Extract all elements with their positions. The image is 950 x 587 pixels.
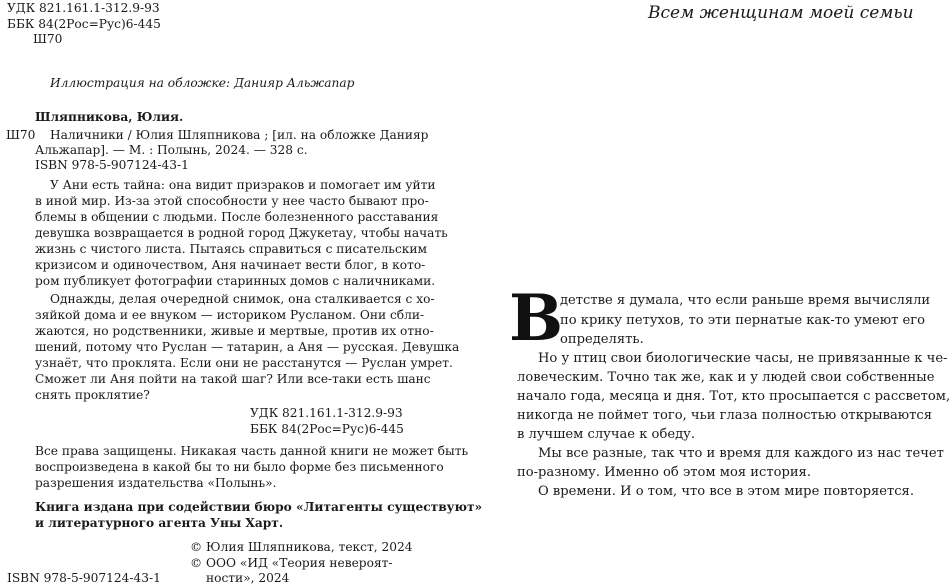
catalog-udk: УДК 821.161.1-312.9-93 — [250, 406, 403, 420]
catalog-title-line: Наличники / Юлия Шляпникова ; [ил. на обложке Данияр — [50, 128, 429, 142]
annotation-line: девушка возвращается в родной город Джукетау, чтобы начать — [35, 226, 448, 240]
copyright-line: ности», 2024 — [206, 571, 290, 585]
paragraph-line: определять. — [560, 332, 644, 347]
annotation-line: в иной мир. Из-за этой способности у нее часто бывают про- — [35, 194, 429, 208]
annotation-line: Однажды, делая очередной снимок, она сталкивается с хо- — [50, 292, 435, 306]
top-bbk: ББК 84(2Рос=Рус)6-445 — [7, 17, 161, 31]
copyright-line: © Юлия Шляпникова, текст, 2024 — [190, 540, 413, 554]
paragraph-line: О времени. И о том, что все в этом мире повторяется. — [538, 484, 914, 499]
top-udk: УДК 821.161.1-312.9-93 — [7, 1, 160, 15]
rights-line: Все права защищены. Никакая часть данной книги не может быть — [35, 444, 469, 458]
isbn-bottom: ISBN 978-5-907124-43-1 — [7, 571, 161, 585]
annotation-line: кризисом и одиночеством, Аня начинает вести блог, в кото- — [35, 258, 426, 272]
agency-line: и литературного агента Уны Харт. — [35, 516, 284, 530]
top-author-mark: Ш70 — [33, 32, 63, 46]
paragraph-line: Мы все разные, так что и время для каждого из нас течет — [538, 446, 944, 461]
catalog-author-heading: Шляпникова, Юлия. — [35, 110, 184, 124]
annotation-line: У Ани есть тайна: она видит призраков и помогает им уйти — [50, 178, 436, 192]
paragraph-line: начало года, месяца и дня. Тот, кто просыпается с рассветом, — [517, 389, 950, 404]
rights-line: воспроизведена в какой бы то ни было форме без письменного — [35, 460, 444, 474]
annotation-line: жаются, но родственники, живые и мертвые, против их отно- — [35, 324, 434, 338]
annotation-line: блемы в общении с людьми. После болезненного расставания — [35, 210, 439, 224]
annotation-line: снять проклятие? — [35, 388, 150, 402]
annotation-line: шений, потому что Руслан — татарин, а Аня — русская. Девушка — [35, 340, 460, 354]
catalog-title-line: Альжапар]. — М. : Полынь, 2024. — 328 с. — [35, 143, 308, 157]
annotation-line: Сможет ли Аня пойти на такой шаг? Или все-таки есть шанс — [35, 372, 431, 386]
copyright-line: © ООО «ИД «Теория невероят- — [190, 556, 393, 570]
annotation-line: зяйкой дома и ее внуком — историком Русланом. Они сбли- — [35, 308, 425, 322]
dedication: Всем женщинам моей семьи — [648, 3, 914, 23]
paragraph-line: ловеческим. Точно так же, как и у людей свои собственные — [517, 370, 935, 385]
catalog-bbk: ББК 84(2Рос=Рус)6-445 — [250, 422, 404, 436]
annotation-line: ром публикует фотографии старинных домов с наличниками. — [35, 274, 436, 288]
paragraph-line: детстве я думала, что если раньше время вычисляли — [560, 293, 931, 308]
illustration-credit: Иллюстрация на обложке: Данияр Альжапар — [50, 76, 355, 90]
annotation-line: узнаёт, что проклята. Если они не расстанутся — Руслан умрет. — [35, 356, 453, 370]
rights-line: разрешения издательства «Полынь». — [35, 476, 277, 490]
annotation-line: жизнь с чистого листа. Пытаясь справиться с писательским — [35, 242, 427, 256]
paragraph-line: Но у птиц свои биологические часы, не привязанные к че- — [538, 351, 948, 366]
drop-cap: В — [509, 281, 564, 356]
paragraph-line: по-разному. Именно об этом моя история. — [517, 465, 811, 480]
agency-line: Книга издана при содействии бюро «Литагенты существуют» — [35, 500, 483, 514]
paragraph-line: в лучшем случае к обеду. — [517, 427, 695, 442]
catalog-mark: Ш70 — [6, 128, 36, 142]
catalog-isbn: ISBN 978-5-907124-43-1 — [35, 158, 189, 172]
paragraph-line: по крику петухов, то эти пернатые как-то умеют его — [560, 313, 926, 328]
paragraph-line: никогда не поймет того, чьи глаза полностью открываются — [517, 408, 933, 423]
